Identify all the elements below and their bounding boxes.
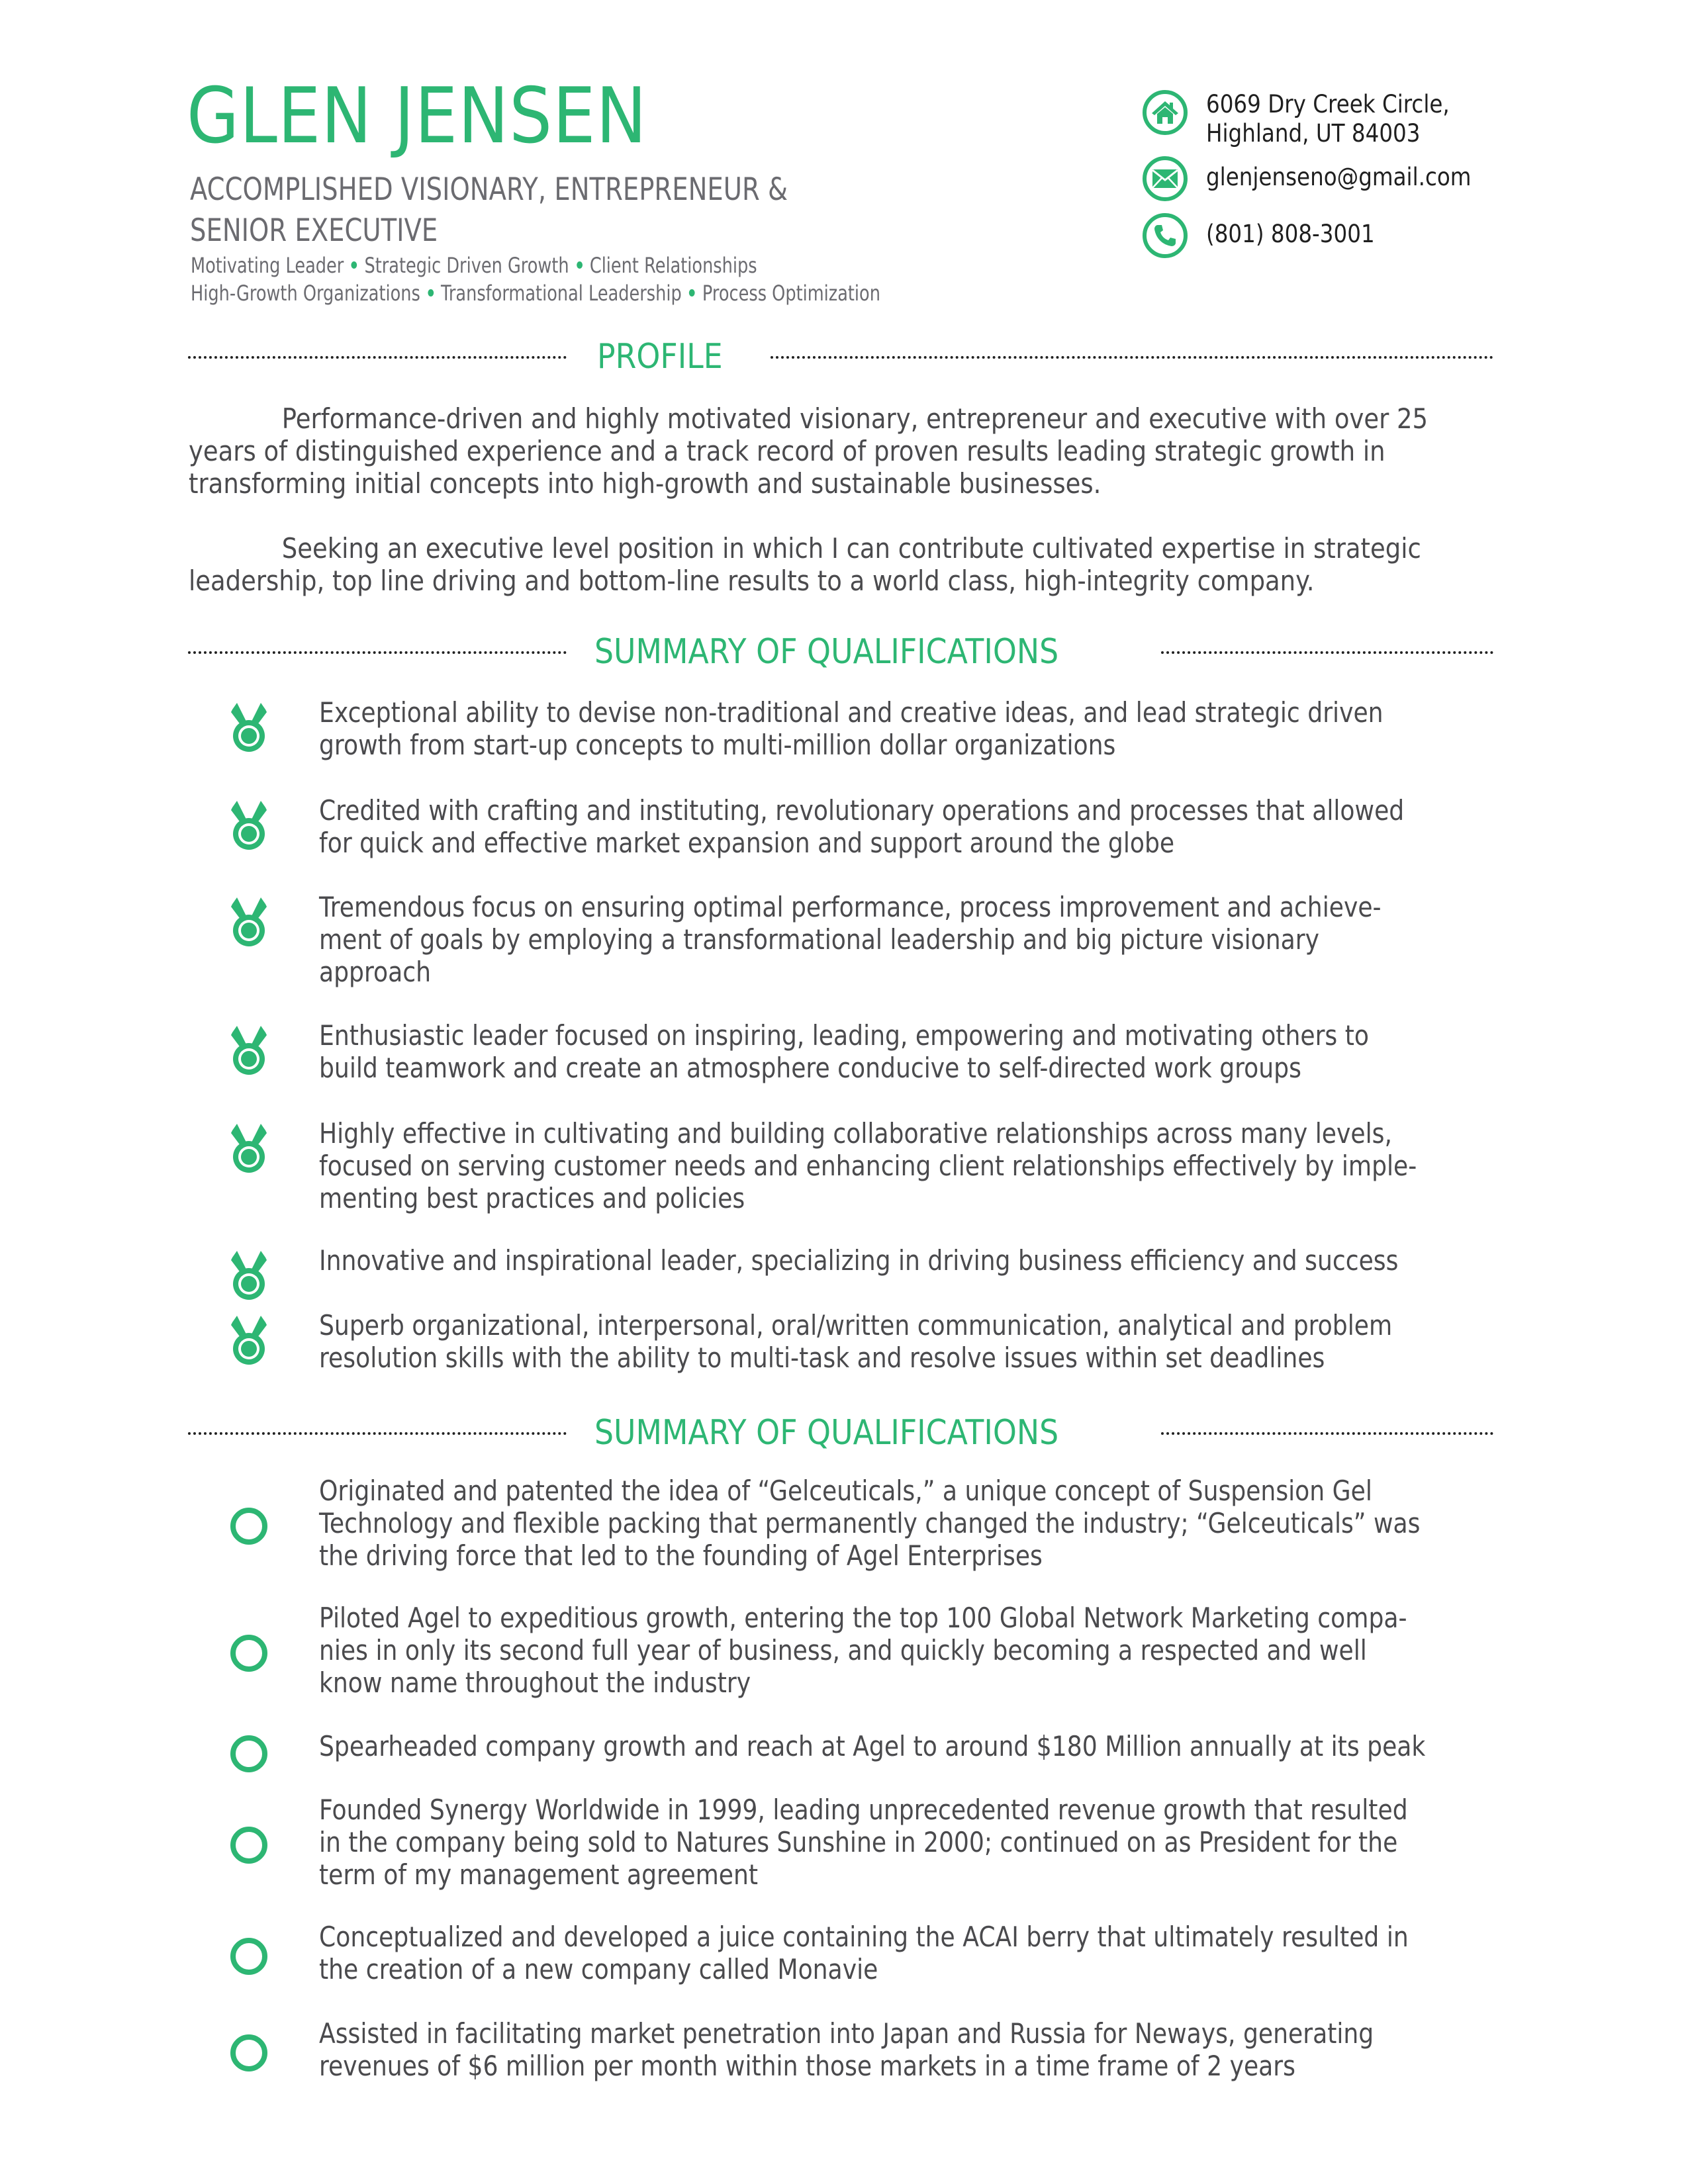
divider-dotted — [188, 356, 567, 359]
text-line: ment of goals by employing a transformational leadership and big picture visionary — [319, 923, 1319, 956]
qualification-text — [319, 696, 1383, 761]
section-title: SUMMARY OF QUALIFICATIONS — [594, 1413, 1059, 1453]
divider-dotted — [771, 356, 1493, 359]
qualification-text — [319, 891, 1382, 988]
qualification-text — [319, 1117, 1417, 1214]
text-line: Tremendous focus on ensuring optimal performance, process improvement and achieve- — [319, 891, 1382, 923]
divider-dotted — [1161, 1432, 1493, 1435]
headline — [190, 169, 788, 251]
text-line: Conceptualized and developed a juice containing the ACAI berry that ultimately resulted in — [319, 1921, 1409, 1953]
bullet-dot-icon — [351, 261, 357, 269]
profile-paragraph — [189, 532, 1421, 597]
text-line: growth from start-up concepts to multi-million dollar organizations — [319, 729, 1116, 761]
medal-icon — [229, 1314, 269, 1370]
keyword: Transformational Leadership — [441, 281, 682, 306]
address-line: 6069 Dry Creek Circle, — [1206, 90, 1450, 118]
text-line: Spearheaded company growth and reach at Agel to around $180 Million annually at its peak — [319, 1730, 1426, 1762]
keyword: Strategic Driven Growth — [364, 253, 569, 278]
headline-line: SENIOR EXECUTIVE — [190, 212, 438, 249]
achievement-text — [319, 1794, 1408, 1891]
text-line: focused on serving customer needs and enhancing client relationships effectively by imple- — [319, 1150, 1417, 1182]
headline-line: ACCOMPLISHED VISIONARY, ENTREPRENEUR & — [190, 171, 788, 208]
medal-icon — [229, 896, 269, 952]
medal-icon — [229, 1122, 269, 1178]
text-line: the creation of a new company called Monavie — [319, 1953, 878, 1985]
text-line: Highly effective in cultivating and building collaborative relationships across many levels, — [319, 1117, 1392, 1150]
ring-icon — [229, 1936, 269, 1979]
qualification-text — [319, 1309, 1392, 1374]
contact-email[interactable] — [1143, 156, 1507, 201]
envelope-icon — [1143, 156, 1188, 201]
text-line: years of distinguished experience and a track record of proven results leading strategic growth in — [189, 435, 1385, 467]
divider-dotted — [188, 1432, 567, 1435]
keywords — [191, 251, 880, 307]
text-line: resolution skills with the ability to multi-task and resolve issues within set deadlines — [319, 1342, 1325, 1374]
text-line: Innovative and inspirational leader, specializing in driving business efficiency and success — [319, 1244, 1399, 1277]
text-line: know name throughout the industry — [319, 1666, 751, 1699]
text-line: transforming initial concepts into high-growth and sustainable businesses. — [189, 467, 1102, 500]
achievement-text — [319, 2017, 1374, 2082]
medal-icon — [229, 1250, 269, 1305]
bullet-dot-icon — [428, 289, 434, 296]
text-line: term of my management agreement — [319, 1858, 759, 1891]
keyword: High-Growth Organizations — [191, 281, 420, 306]
bullet-dot-icon — [577, 261, 583, 269]
medal-icon — [229, 799, 269, 855]
keywords-row — [191, 279, 880, 307]
text-line: Exceptional ability to devise non-traditional and creative ideas, and lead strategic driven — [319, 696, 1383, 729]
keyword: Process Optimization — [702, 281, 880, 306]
text-line: Superb organizational, interpersonal, oral/written communication, analytical and problem — [319, 1309, 1393, 1342]
text-line: approach — [319, 956, 432, 988]
text-line: leadership, top line driving and bottom-line results to a world class, high-integrity company. — [189, 565, 1315, 597]
medal-icon — [229, 1024, 269, 1080]
achievement-text — [319, 1921, 1409, 1985]
candidate-name: GLEN JENSEN — [187, 71, 647, 161]
medal-icon — [229, 702, 269, 757]
text-line: for quick and effective market expansion and support around the globe — [319, 827, 1175, 859]
profile-section-header — [188, 334, 1493, 380]
section-title: SUMMARY OF QUALIFICATIONS — [594, 632, 1059, 672]
profile-paragraph — [189, 402, 1428, 500]
text-line: Enthusiastic leader focused on inspiring, leading, empowering and motivating others to — [319, 1019, 1369, 1052]
text-line: the driving force that led to the founding of Agel Enterprises — [319, 1539, 1043, 1572]
section-title: PROFILE — [597, 337, 723, 377]
text-line: Credited with crafting and instituting, revolutionary operations and processes that allowed — [319, 794, 1405, 827]
text-line: Piloted Agel to expeditious growth, entering the top 100 Global Network Marketing compa- — [319, 1602, 1407, 1634]
email-link[interactable]: glenjenseno@gmail.com — [1206, 163, 1472, 191]
ring-icon — [229, 1633, 269, 1676]
text-line: menting best practices and policies — [319, 1182, 745, 1214]
keyword: Motivating Leader — [191, 253, 344, 278]
contact-address — [1143, 90, 1483, 148]
text-line: build teamwork and create an atmosphere conducive to self-directed work groups — [319, 1052, 1301, 1084]
text-line: Performance-driven and highly motivated visionary, entrepreneur and executive with over 25 — [281, 402, 1429, 435]
qualification-text — [319, 1244, 1398, 1277]
text-line: revenues of $6 million per month within those markets in a time frame of 2 years — [319, 2050, 1295, 2082]
divider-dotted — [188, 651, 567, 654]
text-line: Founded Synergy Worldwide in 1999, leading unprecedented revenue growth that resulted — [319, 1794, 1408, 1826]
text-line: Assisted in facilitating market penetration into Japan and Russia for Neways, generating — [319, 2017, 1374, 2050]
achievement-text — [319, 1475, 1420, 1572]
text-line: Technology and flexible packing that permanently changed the industry; “Gelceuticals” was — [319, 1507, 1421, 1539]
address-line: Highland, UT 84003 — [1206, 119, 1421, 148]
ring-icon — [229, 1506, 269, 1549]
qualifications-section-header — [188, 629, 1493, 675]
bullet-dot-icon — [689, 289, 695, 296]
home-icon — [1143, 90, 1188, 135]
ring-icon — [229, 1825, 269, 1868]
achievement-text — [319, 1602, 1407, 1699]
ring-icon — [229, 2033, 269, 2075]
keyword: Client Relationships — [589, 253, 757, 278]
keywords-row — [191, 251, 880, 279]
text-line: nies in only its second full year of business, and quickly becoming a respected and well — [319, 1634, 1367, 1666]
ring-icon — [229, 1734, 269, 1776]
text-line: Seeking an executive level position in which I can contribute cultivated expertise in strategic — [281, 532, 1421, 565]
address-text — [1206, 90, 1450, 148]
achievement-text — [319, 1730, 1425, 1762]
text-line: Originated and patented the idea of “Gelceuticals,” a unique concept of Suspension Gel — [319, 1475, 1372, 1507]
phone-text[interactable]: (801) 808-3001 — [1206, 220, 1375, 248]
text-line: in the company being sold to Natures Sunshine in 2000; continued on as President for the — [319, 1826, 1398, 1858]
qualification-text — [319, 1019, 1369, 1084]
phone-icon — [1143, 213, 1188, 258]
achievements-section-header — [188, 1410, 1493, 1456]
divider-dotted — [1161, 651, 1493, 654]
qualification-text — [319, 794, 1404, 859]
contact-phone[interactable] — [1143, 213, 1397, 258]
contact-block — [1143, 90, 1566, 262]
